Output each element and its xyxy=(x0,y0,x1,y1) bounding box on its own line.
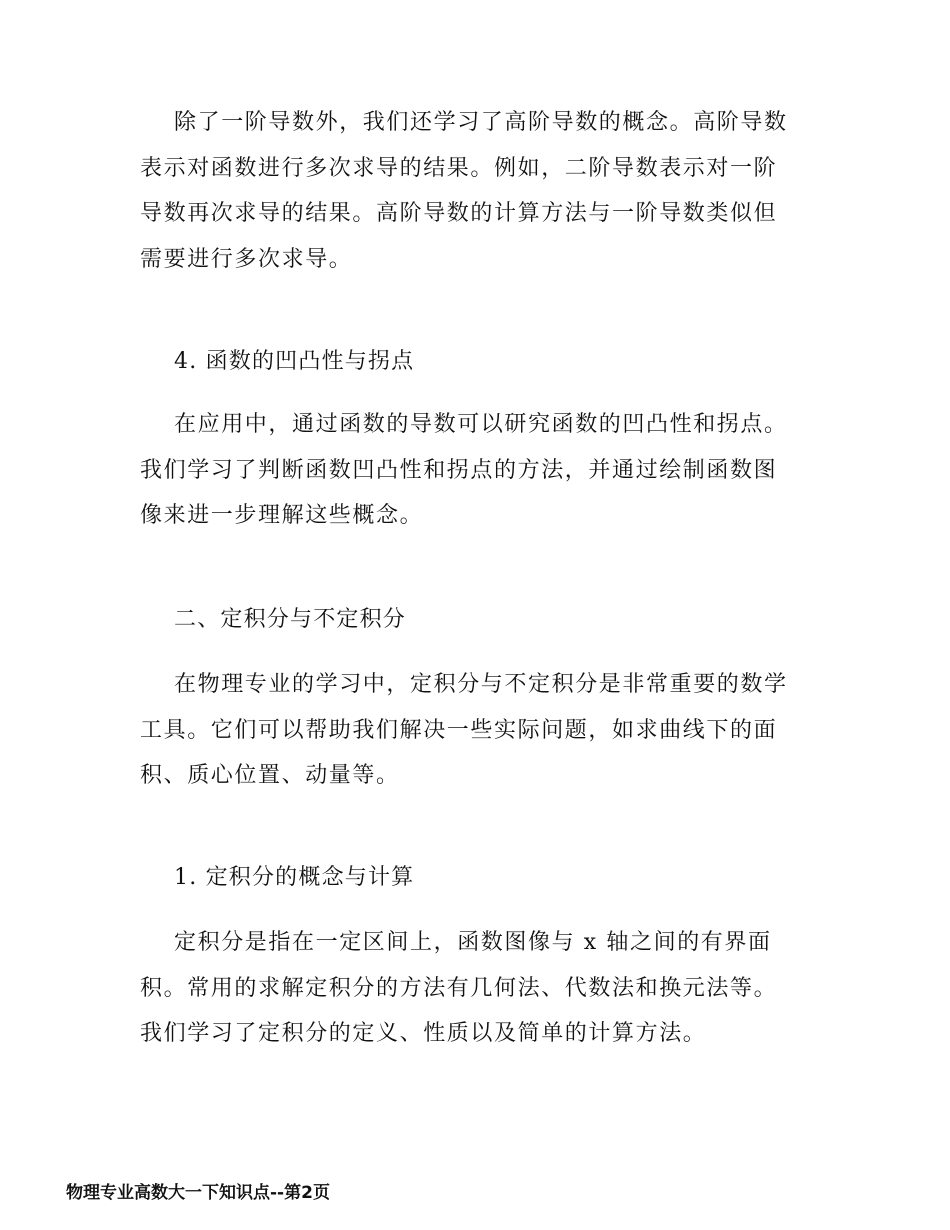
page-footer: 物理专业高数大一下知识点--第2页 xyxy=(66,1183,330,1203)
section-heading-concavity-inflection: 4. 函数的凹凸性与拐点 xyxy=(174,349,415,374)
paragraph-higher-order-derivatives: 除了一阶导数外，我们还学习了高阶导数的概念。高阶导数表示对函数进行多次求导的结果。例如，二阶导数表示对一阶导数再次求导的结果。高阶导数的计算方法与一阶导数类似但需要进行多次求导。 xyxy=(140,110,788,272)
paragraph-concavity-inflection: 在应用中，通过函数的导数可以研究函数的凹凸性和拐点。我们学习了判断函数凹凸性和拐点的方法，并通过绘制函数图像来进一步理解这些概念。 xyxy=(140,412,788,528)
paragraph-definite-integral: 定积分是指在一定区间上，函数图像与 x 轴之间的有界面积。常用的求解定积分的方法有几何法、代数法和换元法等。我们学习了定积分的定义、性质以及简单的计算方法。 xyxy=(140,930,778,1046)
section-heading-definite-integral: 1. 定积分的概念与计算 xyxy=(174,865,415,890)
paragraph-integrals-intro: 在物理专业的学习中，定积分与不定积分是非常重要的数学工具。它们可以帮助我们解决一些实际问题，如求曲线下的面积、质心位置、动量等。 xyxy=(140,672,788,788)
section-heading-integrals: 二、定积分与不定积分 xyxy=(174,607,407,632)
